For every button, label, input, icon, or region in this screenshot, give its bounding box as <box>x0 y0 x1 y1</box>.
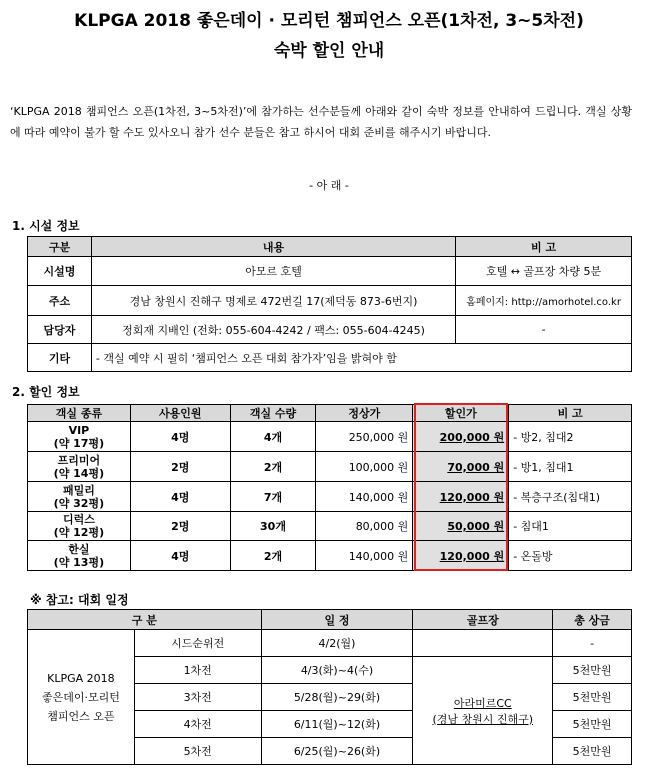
intro-paragraph: ‘KLPGA 2018 챔피언스 오픈(1차전, 3~5차전)’에 참가하는 선수분들께 아래와 같이 숙박 정보를 안내하여 드립니다. 객실 상황에 따라 예약이 불가 할 수도 있사오니 참가 선수 분들은 참고 하시어 대회 준비를 해주시기 바랍니다. <box>10 105 632 139</box>
table-row <box>28 630 632 657</box>
facility-label: 기타 <box>28 344 92 372</box>
facility-header-note: 비 고 <box>456 237 632 257</box>
schedule-header-prize: 총 상금 <box>553 610 632 630</box>
room-type: 프리미어 <box>57 453 101 467</box>
room-type: 한실 <box>68 542 90 556</box>
table-row <box>28 316 632 344</box>
table-row <box>28 482 632 512</box>
discount-table <box>27 404 632 571</box>
section-discount-heading: 2. 할인 정보 <box>12 385 80 399</box>
schedule-prize: 5천만원 <box>553 657 632 684</box>
room-people: 4명 <box>130 482 230 512</box>
room-area: (약 17평) <box>53 436 105 450</box>
room-price: 140,000 원 <box>316 541 413 571</box>
room-price: 140,000 원 <box>316 482 413 512</box>
room-area: (약 12평) <box>53 526 105 539</box>
room-note: - 방2, 침대2 <box>509 422 632 452</box>
event-name-line: 좋은데이·모리턴 <box>41 690 120 704</box>
room-type-cell <box>28 512 131 541</box>
room-people: 4명 <box>130 422 230 452</box>
schedule-prize: 5천만원 <box>553 738 632 765</box>
table-row <box>28 422 632 452</box>
room-note: - 복층구조(침대1) <box>509 482 632 512</box>
schedule-prize: - <box>553 630 632 657</box>
facility-label: 담당자 <box>28 316 92 344</box>
facility-content: 아모르 호텔 <box>91 257 455 286</box>
room-count: 2개 <box>230 452 316 482</box>
room-type-cell <box>28 482 131 512</box>
schedule-round: 1차전 <box>134 657 261 684</box>
schedule-table <box>27 609 632 765</box>
facility-header-category: 구분 <box>28 237 92 257</box>
discount-header-price: 정상가 <box>316 405 413 422</box>
facility-content: - 객실 예약 시 필히 ‘챔피언스 오픈 대회 참가자’임을 밝혀야 함 <box>91 344 631 372</box>
facility-content: 정회재 지배인 (전화: 055-604-4242 / 팩스: 055-604-4245) <box>91 316 455 344</box>
room-count: 30개 <box>230 512 316 541</box>
event-name-cell <box>28 630 135 765</box>
table-row <box>28 541 632 571</box>
room-people: 2명 <box>130 452 230 482</box>
schedule-prize: 5천만원 <box>553 684 632 711</box>
facility-label: 주소 <box>28 286 92 316</box>
schedule-header-category: 구 분 <box>28 610 262 630</box>
section-facility-heading: 1. 시설 정보 <box>12 219 80 233</box>
document-title: KLPGA 2018 좋은데이 · 모리턴 챔피언스 오픈(1차전, 3~5차전) <box>74 11 584 31</box>
room-type: 패밀리 <box>62 483 95 497</box>
room-area: (약 14평) <box>53 466 105 480</box>
schedule-round: 3차전 <box>134 684 261 711</box>
room-count: 2개 <box>230 541 316 571</box>
room-discount-price: 200,000 원 <box>413 422 509 452</box>
facility-note: 호텔 ↔ 골프장 차량 5분 <box>456 257 632 286</box>
schedule-round: 5차전 <box>134 738 261 765</box>
schedule-date: 6/11(월)~12(화) <box>261 711 413 738</box>
section-schedule-heading: ※ 참고: 대회 일정 <box>30 593 129 607</box>
facility-header-content: 내용 <box>91 237 455 257</box>
facility-table <box>27 236 632 372</box>
schedule-header-venue: 골프장 <box>413 610 553 630</box>
facility-content: 경남 창원시 진해구 명제로 472번길 17(제덕동 873-6번지) <box>91 286 455 316</box>
discount-header-people: 사용인원 <box>130 405 230 422</box>
table-row <box>28 452 632 482</box>
schedule-prize: 5천만원 <box>553 711 632 738</box>
table-row <box>28 512 632 541</box>
facility-note: - <box>456 316 632 344</box>
schedule-round: 시드순위전 <box>134 630 261 657</box>
discount-header-count: 객실 수량 <box>230 405 316 422</box>
table-row <box>28 257 632 286</box>
room-discount-price: 120,000 원 <box>413 541 509 571</box>
schedule-date: 6/25(월)~26(화) <box>261 738 413 765</box>
room-price: 100,000 원 <box>316 452 413 482</box>
room-count: 4개 <box>230 422 316 452</box>
room-type-cell <box>28 452 131 482</box>
room-note: - 방1, 침대1 <box>509 452 632 482</box>
room-price: 80,000 원 <box>316 512 413 541</box>
room-area: (약 32평) <box>53 496 105 510</box>
room-area: (약 13평) <box>53 555 105 569</box>
document-subtitle: 숙박 할인 안내 <box>273 41 385 61</box>
discount-header-room-type: 객실 종류 <box>28 405 131 422</box>
event-name-line: 챔피언스 오픈 <box>47 709 115 723</box>
venue-address: (경남 창원시 진해구) <box>432 712 534 726</box>
facility-note-homepage: 홈페이지: http://amorhotel.co.kr <box>456 286 632 316</box>
schedule-date: 5/28(월)~29(화) <box>261 684 413 711</box>
room-type-cell <box>28 541 131 571</box>
room-type: VIP <box>68 423 90 437</box>
event-name-line: KLPGA 2018 <box>47 671 115 685</box>
venue-cell <box>413 657 553 765</box>
discount-header-discount: 할인가 <box>413 405 509 422</box>
notice-divider-text: - 아 래 - <box>309 179 349 192</box>
room-note: - 온돌방 <box>509 541 632 571</box>
room-count: 7개 <box>230 482 316 512</box>
discount-header-note: 비 고 <box>509 405 632 422</box>
room-note: - 침대1 <box>509 512 632 541</box>
room-type: 디럭스 <box>62 513 95 526</box>
venue-name: 아라미르CC <box>453 696 512 710</box>
schedule-round: 4차전 <box>134 711 261 738</box>
room-people: 4명 <box>130 541 230 571</box>
schedule-date: 4/2(월) <box>261 630 413 657</box>
facility-label: 시설명 <box>28 257 92 286</box>
room-type-cell <box>28 422 131 452</box>
room-people: 2명 <box>130 512 230 541</box>
room-price: 250,000 원 <box>316 422 413 452</box>
room-discount-price: 50,000 원 <box>413 512 509 541</box>
venue-cell-empty <box>413 630 553 657</box>
room-discount-price: 70,000 원 <box>413 452 509 482</box>
schedule-header-date: 일 정 <box>261 610 413 630</box>
schedule-date: 4/3(화)~4(수) <box>261 657 413 684</box>
table-row <box>28 344 632 372</box>
table-row <box>28 286 632 316</box>
room-discount-price: 120,000 원 <box>413 482 509 512</box>
